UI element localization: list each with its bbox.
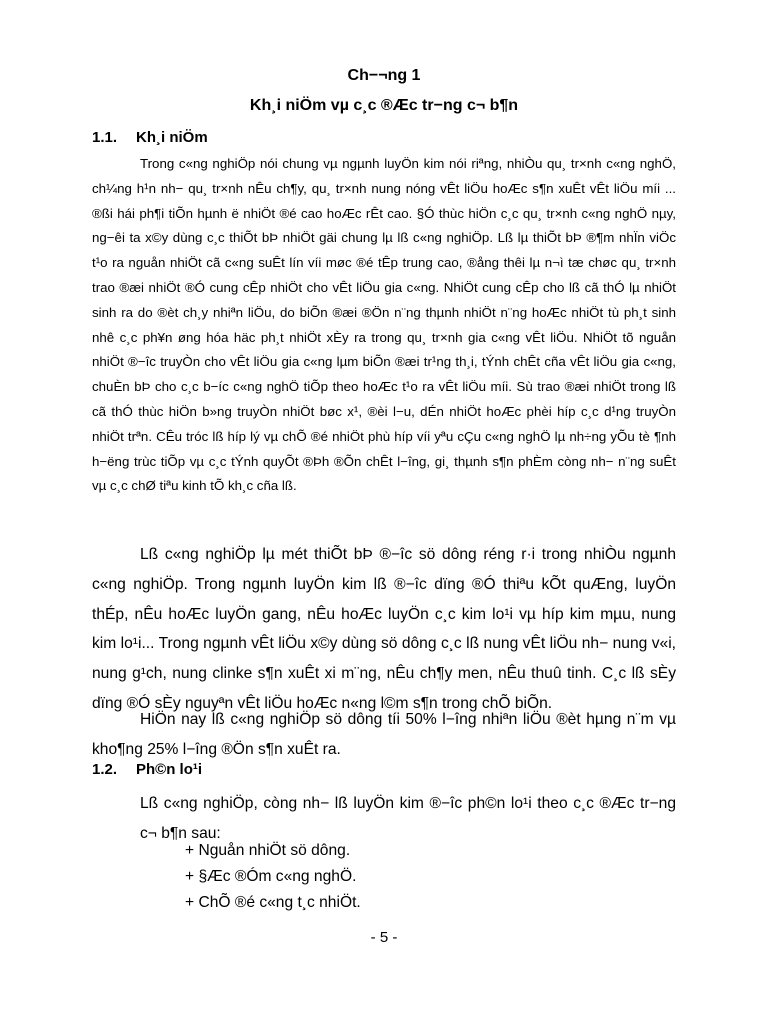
paragraph-furnace-usage: Lß c«ng nghiÖp lµ mét thiÕt bÞ ®−îc sö dông réng r·i trong nhiÒu ngµnh c«ng nghiÖp. Trong ngµnh luyÖn kim lß ®−îc dïng ®Ó thiªu kÕt quÆng, luyÖn thÉp, nÊu hoÆc luyÖn gang, nÊu hoÆc luyÖn c¸c kim lo¹i vµ híp kim mµu, nung kim lo¹i... Trong ngµnh vÊt liÖu x©y dùng sö dông c¸c lß nung vÊt liÖu nh− nung v«i, nung g¹ch, nung clinke s¶n xuÊt xi m¨ng, nÊu ch¶y men, nÊu thuû tinh. C¸c lß sÈy dïng ®Ó sÈy nguyªn vÊt liÖu hoÆc n«ng l©m s¶n trong chÕ biÕn. (92, 546, 676, 712)
list-item: + §Æc ®Óm c«ng nghÖ. (185, 868, 357, 885)
paragraph-classification: Lß c«ng nghiÖp, còng nh− lß luyÖn kim ®−îc ph©n lo¹i theo c¸c ®Æc tr−ng c¬ b¶n sau: (140, 795, 676, 842)
section-title: Ph©n lo¹i (136, 761, 203, 778)
section-heading-1-2 (92, 761, 202, 778)
paragraph-concept-intro: Trong c«ng nghiÖp nói chung vµ ngµnh luyÖn kim nói riªng, nhiÒu qu¸ tr×nh c«ng nghÖ, ch¼ng h¹n nh− qu¸ tr×nh nÊu ch¶y, qu¸ tr×nh nung nóng vÊt liÖu hoÆc s¶n xuÊt vÊt liÖu míi ... ®ßi hái ph¶i tiÕn hµnh ë nhiÖt ®é cao hoÆc rÊt cao. §Ó thùc hiÖn c¸c qu¸ tr×nh c«ng nghÖ nµy, ng−êi ta x©y dùng c¸c thiÕt bÞ nhiÖt gäi chung lµ lß c«ng nghiÖp. Lß lµ thiÕt bÞ ®¶m nhÏn viÖc t¹o ra nguån nhiÖt cã c«ng suÊt lín víi møc ®é tÊp trung cao, ®ång thêi lµ n¬ì tæ chøc qu¸ tr×nh trao ®æi nhiÖt ®Ó cung cÊp nhiÖt cho vÊt liÖu gia c«ng. NhiÖt cung cÊp cho lß cã thÓ lµ nhiÖt sinh ra do ®èt ch¸y nhiªn liÖu, do biÕn ®æi ®Ön n¨ng thµnh nhiÖt n¨ng hoÆc nhiÖt tù ph¸t sinh nhê c¸c ph¥n øng hóa häc ph¸t nhiÖt xÈy ra trong qu¸ tr×nh gia c«ng vÊt liÖu. NhiÖt tõ nguån nhiÖt ®−îc truyÒn cho vÊt liÖu gia c«ng lµm biÕn ®æi tr¹ng th¸i, tÝnh chÊt cña vÊt liÖu gia c«ng, chuÈn bÞ cho c¸c b−íc c«ng nghÖ tiÕp theo hoÆc t¹o ra vÊt liÖu míi. Sù trao ®æi nhiÖt trong lß cã thÓ thùc hiÖn b»ng truyÒn nhiÖt bøc x¹, ®èi l−u, dÉn nhiÖt hoÆc phèi híp c¸c d¹ng truyÒn nhiÖt trªn. CÊu tróc lß híp lý vµ chÕ ®é nhiÖt phù híp víi yªu cÇu c«ng nghÖ lµ nh÷ng yÕu tè ¶nh h−ëng trùc tiÕp vµ c¸c tÝnh quyÕt ®Þh ®Õn chÊt l−îng, gi¸ thµnh s¶n phÈm còng nh− n¨ng suÊt vµ c¸c chØ tiªu kinh tÕ kh¸c cña lß. (92, 156, 676, 494)
section-title: Kh¸i niÖm (136, 129, 208, 146)
section-number: 1.1. (92, 129, 118, 146)
page-number: - 5 - (370, 929, 398, 946)
chapter-title: Kh¸i niÖm vµ c¸c ®Æc tr−ng c¬ b¶n (249, 97, 519, 114)
section-heading-1-1 (92, 129, 208, 146)
chapter-label: Ch−¬ng 1 (347, 67, 421, 84)
list-item: + ChÕ ®é c«ng t¸c nhiÖt. (185, 894, 361, 911)
paragraph-energy-share: HiÖn nay lß c«ng nghiÖp sö dông tíi 50% l−îng nhiªn liÖu ®èt hµng n¨m vµ kho¶ng 25% l−îng ®Ön s¶n xuÊt ra. (92, 711, 676, 758)
list-item: + Nguån nhiÖt sö dông. (185, 842, 351, 859)
section-number: 1.2. (92, 761, 118, 778)
